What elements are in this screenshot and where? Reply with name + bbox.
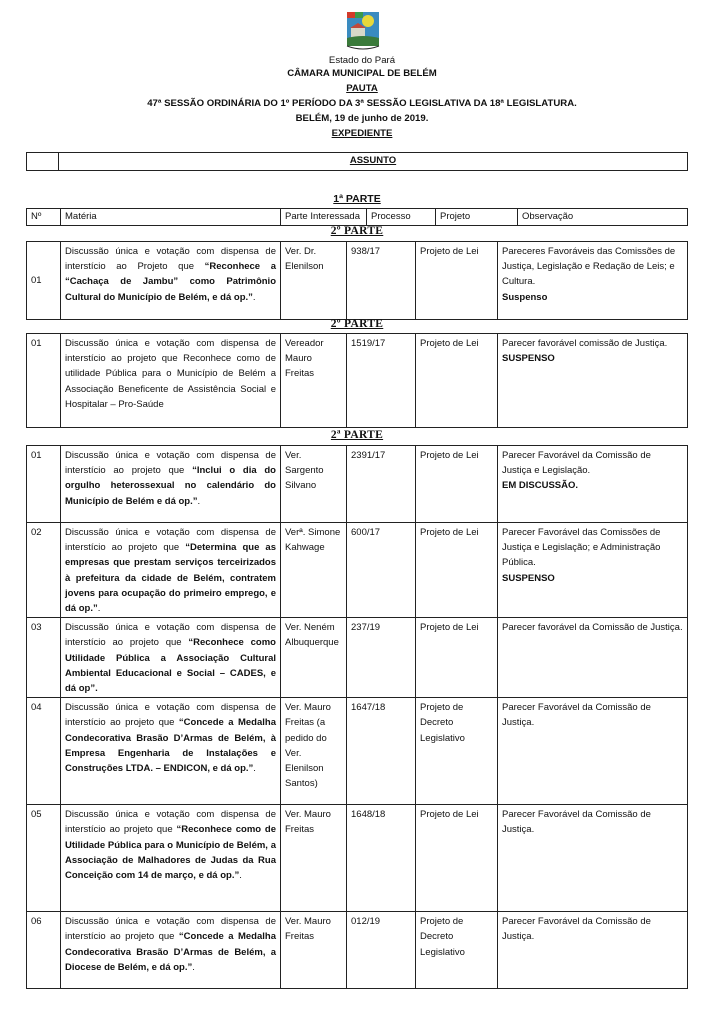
item-parte: Ver. Dr. Elenilson: [281, 242, 347, 320]
item-materia: Discussão única e votação com dispensa de interstício ao projeto que “Reconhece como de Utilidade Pública para o Município de Belém, a Associação de Malhadores de Judas da Rua Conceição com 14 de março, e dá op.”.: [61, 805, 281, 912]
item-projeto: Projeto de Lei: [416, 523, 498, 618]
item-number: 01: [27, 242, 61, 320]
item-parte: Ver. Mauro Freitas: [281, 805, 347, 912]
expediente-heading: EXPEDIENTE: [331, 128, 393, 139]
item-projeto: Projeto de Lei: [416, 805, 498, 912]
item-number: 05: [27, 805, 61, 912]
item-number: 02: [27, 523, 61, 618]
item-number: 01: [27, 446, 61, 523]
state-name: Estado do Pará: [328, 55, 396, 66]
section-title: 2ª PARTE: [330, 429, 384, 441]
item-processo: 1648/18: [347, 805, 416, 912]
chamber-name: CÂMARA MUNICIPAL DE BELÉM: [287, 68, 437, 79]
item-projeto: Projeto de Lei: [416, 446, 498, 523]
agenda-table: [26, 445, 688, 989]
status-badge: EM DISCUSSÃO.: [502, 480, 579, 492]
item-number: 03: [27, 618, 61, 698]
item-materia: Discussão única e votação com dispensa de interstício ao projeto que Reconhece como de utilidade Pública para o Município de Belém a Associação Beneficente de Assistência Social e Hospitalar – Pro-Saúde: [61, 334, 281, 428]
document-type: PAUTA: [346, 83, 378, 94]
col-header-materia: Matéria: [61, 209, 281, 226]
item-number: 06: [27, 912, 61, 989]
column-header-table: [26, 208, 688, 226]
item-processo: 012/19: [347, 912, 416, 989]
coat-of-arms-icon: [341, 8, 385, 52]
item-materia: Discussão única e votação com dispensa de interstício ao projeto que “Reconhece como Utilidade Pública a Associação Cultural Ambiental Educacional e Social – CADES, e dá op”.: [61, 618, 281, 698]
status-badge: SUSPENSO: [502, 572, 555, 584]
item-processo: 237/19: [347, 618, 416, 698]
assunto-heading: ASSUNTO: [59, 153, 688, 171]
agenda-table: [26, 241, 688, 320]
table-row: [27, 912, 688, 989]
item-number: 01: [27, 334, 61, 428]
table-row: [27, 446, 688, 523]
col-header-observacao: Observação: [518, 209, 688, 226]
item-processo: 938/17: [347, 242, 416, 320]
session-title: 47ª SESSÃO ORDINÁRIA DO 1º PERÍODO DA 3ª SESSÃO LEGISLATIVA DA 18ª LEGISLATURA.: [147, 98, 577, 109]
assunto-num-cell: [27, 153, 59, 171]
item-observacao: Parecer Favorável da Comissão de Justiça.: [498, 698, 688, 805]
item-observacao: Parecer favorável comissão de Justiça. SUSPENSO: [498, 334, 688, 428]
item-materia: Discussão única e votação com dispensa de interstício ao Projeto que “Reconhece a “Cachaça de Jambu” como Patrimônio Cultural do Município de Belém, e dá op.”.: [61, 242, 281, 320]
item-projeto: Projeto de Decreto Legislativo: [416, 698, 498, 805]
item-processo: 1519/17: [347, 334, 416, 428]
table-row: [27, 523, 688, 618]
item-observacao: Parecer Favorável das Comissões de Justiça e Legislação; e Administração Pública. SUSPENSO: [498, 523, 688, 618]
item-parte: Ver. Neném Albuquerque: [281, 618, 347, 698]
table-row: [27, 618, 688, 698]
status-badge: Suspenso: [502, 291, 548, 303]
item-projeto: Projeto de Lei: [416, 618, 498, 698]
assunto-table: [26, 152, 688, 171]
item-observacao: Pareceres Favoráveis das Comissões de Justiça, Legislação e Redação de Leis; e Cultura. Suspenso: [498, 242, 688, 320]
section-title: 2º PARTE: [330, 318, 384, 330]
item-projeto: Projeto de Decreto Legislativo: [416, 912, 498, 989]
item-materia: Discussão única e votação com dispensa de interstício ao projeto que “Concede a Medalha Condecorativa Brasão D’Armas de Belém, a Diocese de Belém, e dá op.”.: [61, 912, 281, 989]
item-processo: 600/17: [347, 523, 416, 618]
item-observacao: Parecer Favorável da Comissão de Justiça.: [498, 912, 688, 989]
table-row: [27, 698, 688, 805]
item-number: 04: [27, 698, 61, 805]
col-header-processo: Processo: [367, 209, 436, 226]
item-parte: Ver. Mauro Freitas: [281, 912, 347, 989]
col-header-parte: Parte Interessada: [281, 209, 367, 226]
table-row: [27, 805, 688, 912]
item-materia: Discussão única e votação com dispensa de interstício ao projeto que “Concede a Medalha Condecorativa Brasão D’Armas de Belém, à Empresa Engenharia de Instalações e Construções LTDA. – ENDICON, e dá op.”.: [61, 698, 281, 805]
col-header-projeto: Projeto: [436, 209, 518, 226]
session-date: BELÉM, 19 de junho de 2019.: [295, 113, 429, 124]
item-observacao: Parecer favorável da Comissão de Justiça.: [498, 618, 688, 698]
item-parte: Vereador Mauro Freitas: [281, 334, 347, 428]
agenda-table: [26, 333, 688, 428]
table-row: [27, 334, 688, 428]
item-materia: Discussão única e votação com dispensa de interstício ao projeto que “Determina que as empresas que prestam serviços terceirizados à prefeitura da cidade de Belém, contratem jovens para ocupação do primeiro emprego, e dá op.”.: [61, 523, 281, 618]
item-parte: Ver. Mauro Freitas (a pedido do Ver. Elenilson Santos): [281, 698, 347, 805]
part1-title: 1ª PARTE: [333, 193, 381, 205]
item-projeto: Projeto de Lei: [416, 334, 498, 428]
item-parte: Ver. Sargento Silvano: [281, 446, 347, 523]
item-observacao: Parecer Favorável da Comissão de Justiça.: [498, 805, 688, 912]
table-row: [27, 242, 688, 320]
item-processo: 2391/17: [347, 446, 416, 523]
section-title: 2º PARTE: [330, 225, 384, 237]
item-materia: Discussão única e votação com dispensa de interstício ao projeto que “Inclui o dia do orgulho heterossexual no calendário do Município de Belém e dá op.”.: [61, 446, 281, 523]
item-processo: 1647/18: [347, 698, 416, 805]
item-projeto: Projeto de Lei: [416, 242, 498, 320]
item-parte: Verª. Simone Kahwage: [281, 523, 347, 618]
status-badge: SUSPENSO: [502, 353, 555, 365]
col-header-num: Nº: [27, 209, 61, 226]
item-observacao: Parecer Favorável da Comissão de Justiça e Legislação. EM DISCUSSÃO.: [498, 446, 688, 523]
